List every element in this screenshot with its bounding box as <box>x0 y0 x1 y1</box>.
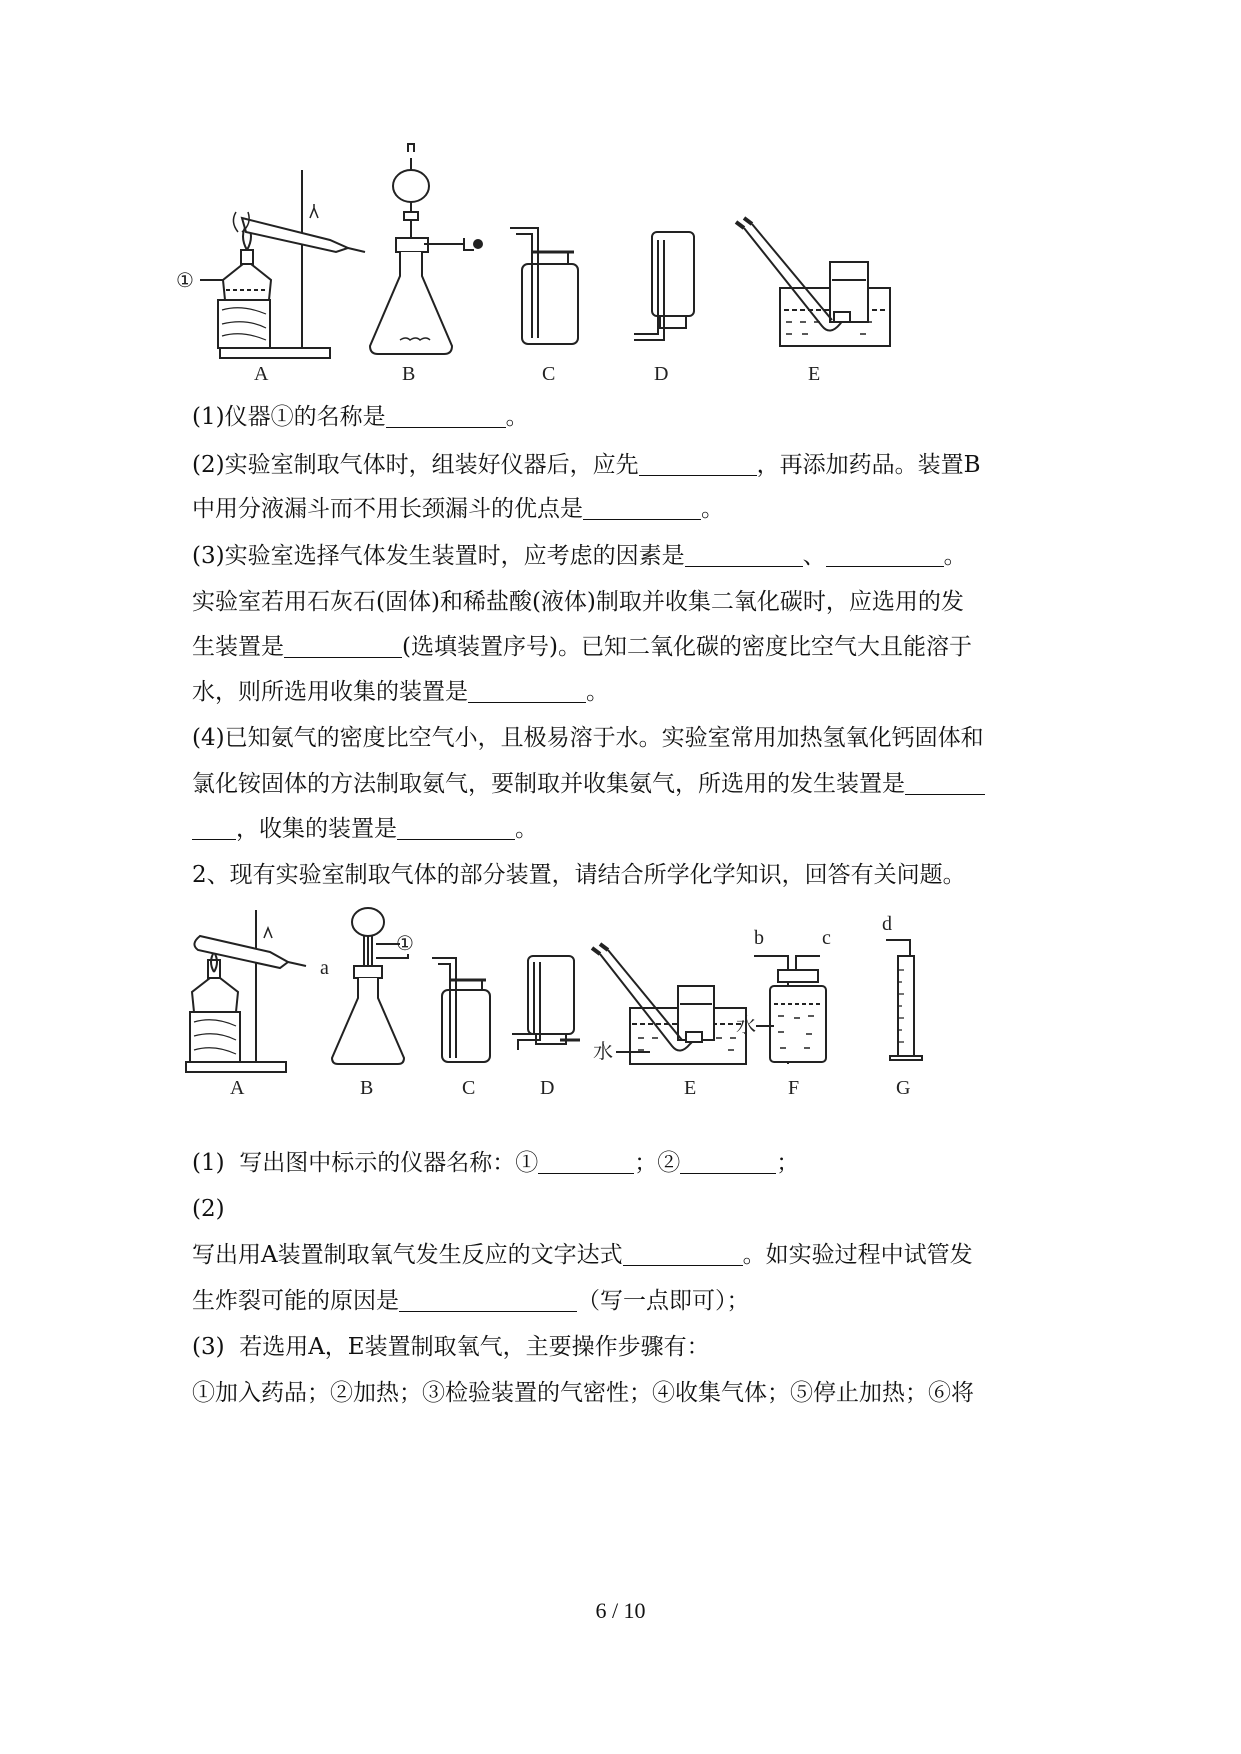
apparatus-e-water-displacement <box>736 218 890 385</box>
label-2b: B <box>360 1077 374 1099</box>
blank-q1-4c[interactable] <box>397 817 515 840</box>
q1-part3d: 水，则所选用收集的装置是 。 <box>192 679 609 705</box>
blank-q1-2a[interactable] <box>639 453 757 476</box>
apparatus-2g-graduated-cylinder <box>882 913 922 1099</box>
letter-b: b <box>754 927 764 949</box>
q2-part2: (2) <box>192 1196 225 1222</box>
apparatus-2a-heating <box>186 910 306 1099</box>
blank-q1-1[interactable] <box>386 405 506 428</box>
apparatus-2d-downward-air <box>512 956 580 1099</box>
q1-part4b: 氯化铵固体的方法制取氨气，要制取并收集氨气，所选用的发生装置是 <box>192 769 1072 799</box>
label-c: C <box>542 363 556 385</box>
blank-q2-1a[interactable] <box>538 1151 634 1174</box>
blank-q1-3a-1[interactable] <box>685 544 803 567</box>
apparatus-2f-gas-washing-bottle <box>736 927 831 1099</box>
label-a: A <box>254 363 269 385</box>
blank-q1-2b[interactable] <box>583 497 701 520</box>
blank-q1-4b[interactable] <box>905 772 985 795</box>
label-2a: A <box>230 1077 245 1099</box>
marker-1: ① <box>176 270 194 292</box>
q1-part3c: 生装置是 (选填装置序号)。已知二氧化碳的密度比空气大且能溶于 <box>192 634 972 660</box>
label-2f: F <box>788 1077 800 1099</box>
blank-q2-2a[interactable] <box>623 1243 743 1266</box>
label-b: B <box>402 363 416 385</box>
blank-q2-1b[interactable] <box>680 1151 776 1174</box>
q2-part2b: 生炸裂可能的原因是 （写一点即可）； <box>192 1288 750 1314</box>
q1-part4a: (4)已知氨气的密度比空气小，且极易溶于水。实验室常用加热氢氧化钙固体和 <box>192 725 984 751</box>
q2-part3: (3) 若选用A，E装置制取氧气，主要操作步骤有： <box>192 1334 710 1360</box>
label-d: D <box>654 363 669 385</box>
label-e: E <box>808 363 821 385</box>
q2-intro: 2、现有实验室制取气体的部分装置，请结合所学化学知识，回答有关问题。 <box>192 862 966 888</box>
apparatus-2e-water-displacement <box>592 944 746 1099</box>
figure-2-apparatus <box>180 900 1060 1100</box>
label-2d: D <box>540 1077 555 1099</box>
apparatus-c-upward-air <box>510 228 578 385</box>
q1-part3a: (3)实验室选择气体发生装置时，应考虑的因素是 、 。 <box>192 543 967 569</box>
letter-a: a <box>320 957 329 979</box>
blank-q1-3a-2[interactable] <box>826 544 944 567</box>
letter-c: c <box>822 927 831 949</box>
blank-q1-3d[interactable] <box>468 680 586 703</box>
q1-part4c: ，收集的装置是 。 <box>192 814 1072 844</box>
apparatus-d-downward-air <box>634 232 694 385</box>
q1-part3b: 实验室若用石灰石(固体)和稀盐酸(液体)制取并收集二氧化碳时，应选用的发 <box>192 589 964 615</box>
blank-q2-2b[interactable] <box>399 1289 577 1312</box>
blank-q1-3c[interactable] <box>284 635 402 658</box>
page-number: 6 / 10 <box>595 1598 646 1623</box>
q2-part2a: 写出用A装置制取氧气发生反应的文字达式 。如实验过程中试管发 <box>192 1242 973 1268</box>
q1-part2b: 中用分液漏斗而不用长颈漏斗的优点是 。 <box>192 496 724 522</box>
apparatus-2c-upward-air <box>432 958 490 1099</box>
q1-part2a: (2)实验室制取气体时，组装好仪器后，应先 ，再添加药品。装置B <box>192 452 981 478</box>
q2-part3b: ①加入药品；②加热；③检验装置的气密性；④收集气体；⑤停止加热；⑥将 <box>192 1380 974 1406</box>
water-label-e: 水 <box>593 1041 613 1063</box>
label-2g: G <box>896 1077 911 1099</box>
figure-1-apparatus <box>170 140 930 390</box>
apparatus-a-heating <box>176 170 365 385</box>
q2-part1: (1) 写出图中标示的仪器名称：① ；② ； <box>192 1150 800 1176</box>
marker-2-1: ① <box>396 933 414 955</box>
letter-d: d <box>882 913 892 935</box>
water-label-f: 水 <box>736 1015 756 1037</box>
q1-part1: (1)仪器①的名称是 。 <box>192 404 529 430</box>
blank-q1-4b-cont[interactable] <box>192 817 236 840</box>
apparatus-2b-long-neck-funnel <box>320 908 414 1099</box>
apparatus-b-separatory-funnel <box>370 144 482 385</box>
label-2c: C <box>462 1077 476 1099</box>
label-2e: E <box>684 1077 697 1099</box>
